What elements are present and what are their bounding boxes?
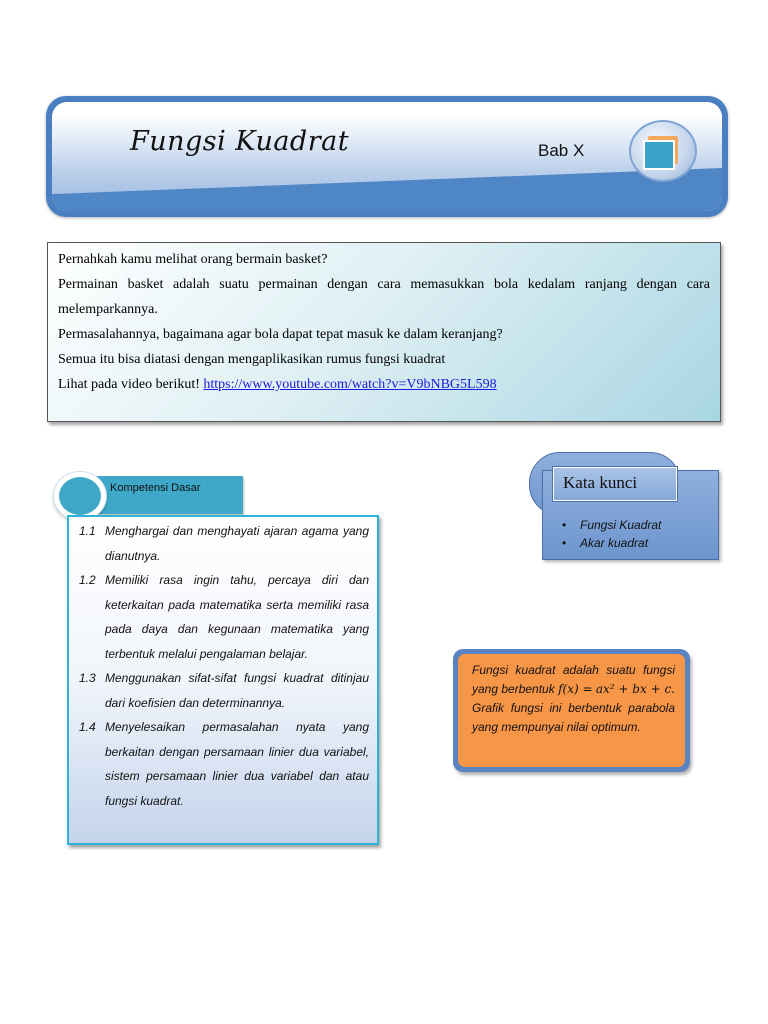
chapter-banner: [46, 96, 728, 217]
banner-inner: [52, 102, 722, 211]
video-prefix: Lihat pada video berikut!: [58, 377, 204, 392]
kompetensi-circle-icon: [53, 471, 107, 521]
kompetensi-item-text: Menggunakan sifat-sifat fungsi kuadrat ditinjau dari koefisien dan determinannya.: [105, 671, 369, 710]
intro-line-2: Permainan basket adalah suatu permainan dengan cara memasukkan bola kedalam ranjang dengan cara melemparkannya.: [58, 277, 710, 317]
kompetensi-item: [79, 666, 369, 715]
intro-line-4: Semua itu bisa diatasi dengan mengaplikasikan rumus fungsi kuadrat: [58, 352, 446, 367]
definition-formula-fx: f(x) =: [558, 682, 593, 696]
kata-kunci-list: [580, 516, 661, 552]
banner-emblem-square-icon: [643, 140, 675, 170]
kompetensi-circle-inner: [57, 475, 103, 517]
kompetensi-item-text: Menyelesaikan permasalahan nyata yang berkaitan dengan persamaan linier dua variabel, sistem persamaan linier dua variabel dan atau fungsi kuadrat.: [105, 720, 369, 808]
intro-line-3: Permasalahannya, bagaimana agar bola dapat tepat masuk ke dalam keranjang?: [58, 327, 503, 342]
video-link[interactable]: https://www.youtube.com/watch?v=V9bNBG5L598: [203, 377, 497, 392]
kompetensi-box: [67, 515, 379, 845]
kompetensi-title: Kompetensi Dasar: [110, 482, 201, 494]
intro-line-1: Pernahkah kamu melihat orang bermain basket?: [58, 252, 328, 267]
definition-formula-quadratic: ax² + bx + c.: [595, 682, 675, 696]
chapter-number: Bab X: [538, 141, 585, 160]
chapter-title: Fungsi Kuadrat: [130, 126, 350, 157]
definition-box: [453, 649, 690, 772]
kata-kunci-item: • Akar kuadrat: [580, 534, 661, 552]
kompetensi-item-number: 1.3: [79, 671, 96, 685]
kompetensi-item: [79, 715, 369, 813]
intro-box: [47, 242, 721, 422]
kompetensi-item-number: 1.4: [79, 720, 96, 734]
kata-kunci-title: Kata kunci: [563, 473, 638, 492]
definition-text-after: Grafik fungsi ini berbentuk parabola yang mempunyai nilai optimum.: [472, 701, 675, 734]
definition-text-before: Fungsi kuadrat adalah suatu fungsi yang berbentuk: [472, 663, 675, 696]
kompetensi-item-text: Memiliki rasa ingin tahu, percaya diri dan keterkaitan pada matematika serta memiliki rasa pada daya dan kegunaan matematika yang terbentuk melalui pengalaman belajar.: [105, 573, 369, 661]
kompetensi-item: [79, 519, 369, 568]
kata-kunci-label-box: [553, 467, 677, 501]
kompetensi-item-number: 1.1: [79, 524, 96, 538]
kompetensi-item-text: Menghargai dan menghayati ajaran agama yang dianutnya.: [105, 524, 369, 563]
kata-kunci-item: • Fungsi Kuadrat: [580, 516, 661, 534]
definition-text: [458, 654, 685, 767]
kompetensi-tab: [95, 476, 243, 514]
kompetensi-item: [79, 568, 369, 666]
kompetensi-item-number: 1.2: [79, 573, 96, 587]
intro-video-line: [58, 372, 710, 397]
